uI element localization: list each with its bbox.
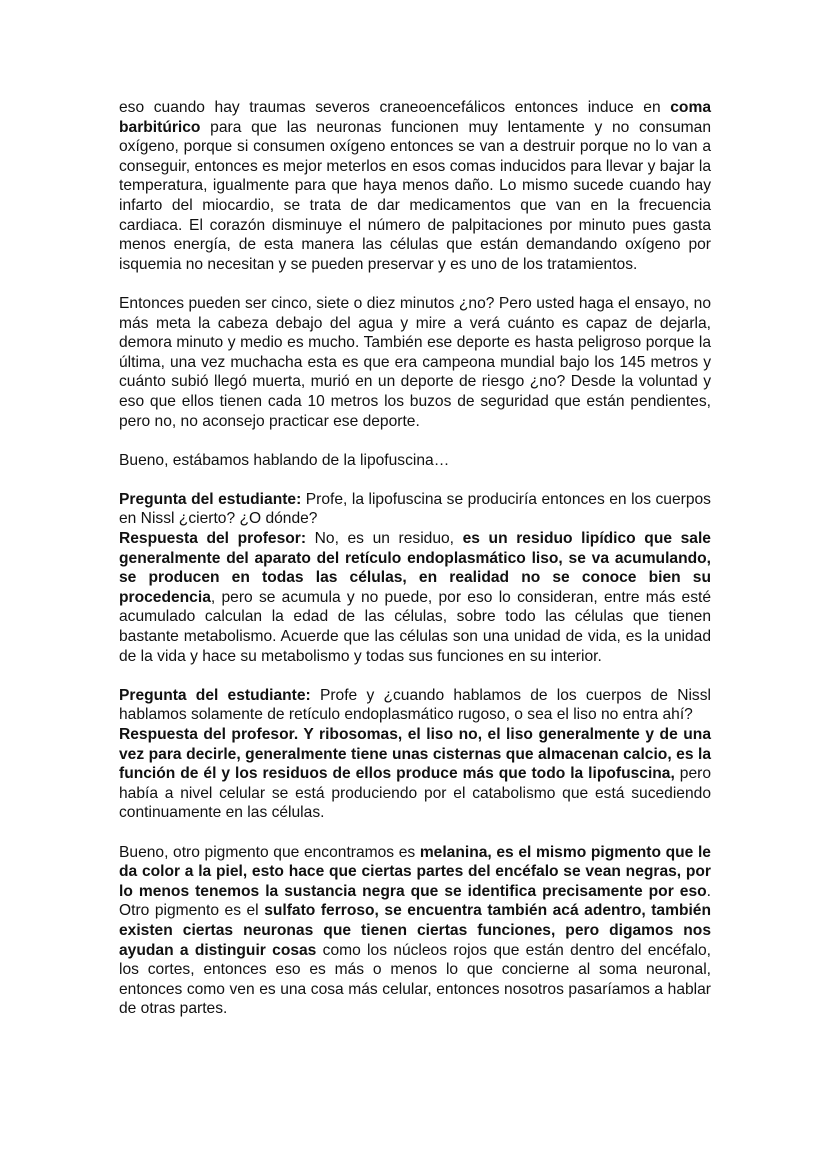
paragraph-spacer [119,666,711,686]
paragraph-text: Bueno, otro pigmento que encontramos es [119,843,420,861]
paragraph-buceo [119,294,711,431]
paragraph-spacer [119,470,711,490]
bold-passage: Respuesta del profesor. Y ribosomas, el liso no, el liso generalmente y de una vez para decirle, generalmente tiene unas cisternas que almacenan calcio, es la función de él y los residuos de ellos produce más que todo la lipofuscina, [119,726,711,783]
bold-term: coma barbitúrico [119,99,711,136]
teacher-answer-2 [119,725,711,823]
paragraph-spacer [119,823,711,843]
student-question-1 [119,490,711,529]
paragraph-text: , pero se acumula y no puede, por eso lo consideran, entre más esté acumulado calculan la edad de las células, sobre todo las células que tienen bastante metabolismo. Acuerde que las células son una unidad de vida, es la unidad de la vida y hace su metabolismo y todas sus funciones en su interior. [119,588,711,665]
speaker-label: Pregunta del estudiante: [119,490,302,508]
paragraph-text: para que las neuronas funcionen muy lentamente y no consuman oxígeno, porque si consumen oxígeno entonces se van a destruir porque no lo van a conseguir, entonces es mejor meterlos en esos comas inducidos para llevar y bajar la temperatura, igualmente para que haya menos daño. Lo mismo sucede cuando hay infarto del miocardio, se trata de dar medicamentos que van en la frecuencia cardiaca. El corazón disminuye el número de palpitaciones por minuto pues gasta menos energía, de esta manera las células que están demandando oxígeno por isquemia no necesitan y se pueden preservar y es uno de los tratamientos. [119,118,711,273]
paragraph-text: Profe, la lipofuscina se produciría entonces en los cuerpos en Nissl ¿cierto? ¿O dónde? [119,490,711,528]
paragraph-text: como los núcleos rojos que están dentro del encéfalo, los cortes, entonces eso es más o menos lo que concierne al soma neuronal, entonces como ven es una cosa más celular, entonces nosotros pasaríamos a hablar de otras partes. [119,941,711,1018]
paragraph-pigmentos [119,843,711,1019]
teacher-answer-1 [119,529,711,666]
paragraph-spacer [119,431,711,451]
bold-passage: melanina, es el mismo pigmento que le da color a la piel, esto hace que ciertas partes del encéfalo se vean negras, por lo menos tenemos la sustancia negra que se identifica precisamente por eso [119,843,711,900]
bold-passage: es un residuo lipídico que sale generalmente del aparato del retículo endoplasmático liso, se va acumulando, se producen en todas las células, en realidad no se conoce bien su procedencia [119,530,711,606]
paragraph-text: Entonces pueden ser cinco, siete o diez minutos ¿no? Pero usted haga el ensayo, no más meta la cabeza debajo del agua y mire a verá cuánto es capaz de dejarla, demora minuto y medio es mucho. También ese deporte es hasta peligroso porque la última, una vez muchacha esta es que era campeona mundial bajo los 145 metros y cuánto subió llegó muerta, murió en un deporte de riesgo ¿no? Desde la voluntad y eso que ellos tienen cada 10 metros los buzos de seguridad que están pendientes, pero no, no aconsejo practicar ese deporte. [119,294,711,430]
paragraph-text: eso cuando hay traumas severos craneoencefálicos entonces induce en [119,99,671,116]
paragraph-text: No, es un residuo, [306,530,463,548]
paragraph-text: Bueno, estábamos hablando de la lipofuscina… [119,451,450,469]
document-page [119,98,711,1019]
paragraph-coma-barbiturico [119,98,711,274]
paragraph-spacer [119,274,711,294]
bold-passage: sulfato ferroso, se encuentra también acá adentro, también existen ciertas neuronas que tienen ciertas funciones, pero digamos nos ayudan a distinguir cosas [119,902,711,959]
speaker-label: Pregunta del estudiante: [119,686,311,704]
paragraph-text: Profe y ¿cuando hablamos de los cuerpos de Nissl hablamos solamente de retículo endoplasmático rugoso, o sea el liso no entra ahí? [119,686,711,724]
paragraph-lipofuscina-intro [119,451,711,471]
speaker-label: Respuesta del profesor: [119,530,307,548]
student-question-2 [119,686,711,725]
paragraph-text: pero había a nivel celular se está produciendo por el catabolismo que está sucediendo continuamente en las células. [119,765,712,822]
paragraph-text: . Otro pigmento es el [119,882,711,920]
